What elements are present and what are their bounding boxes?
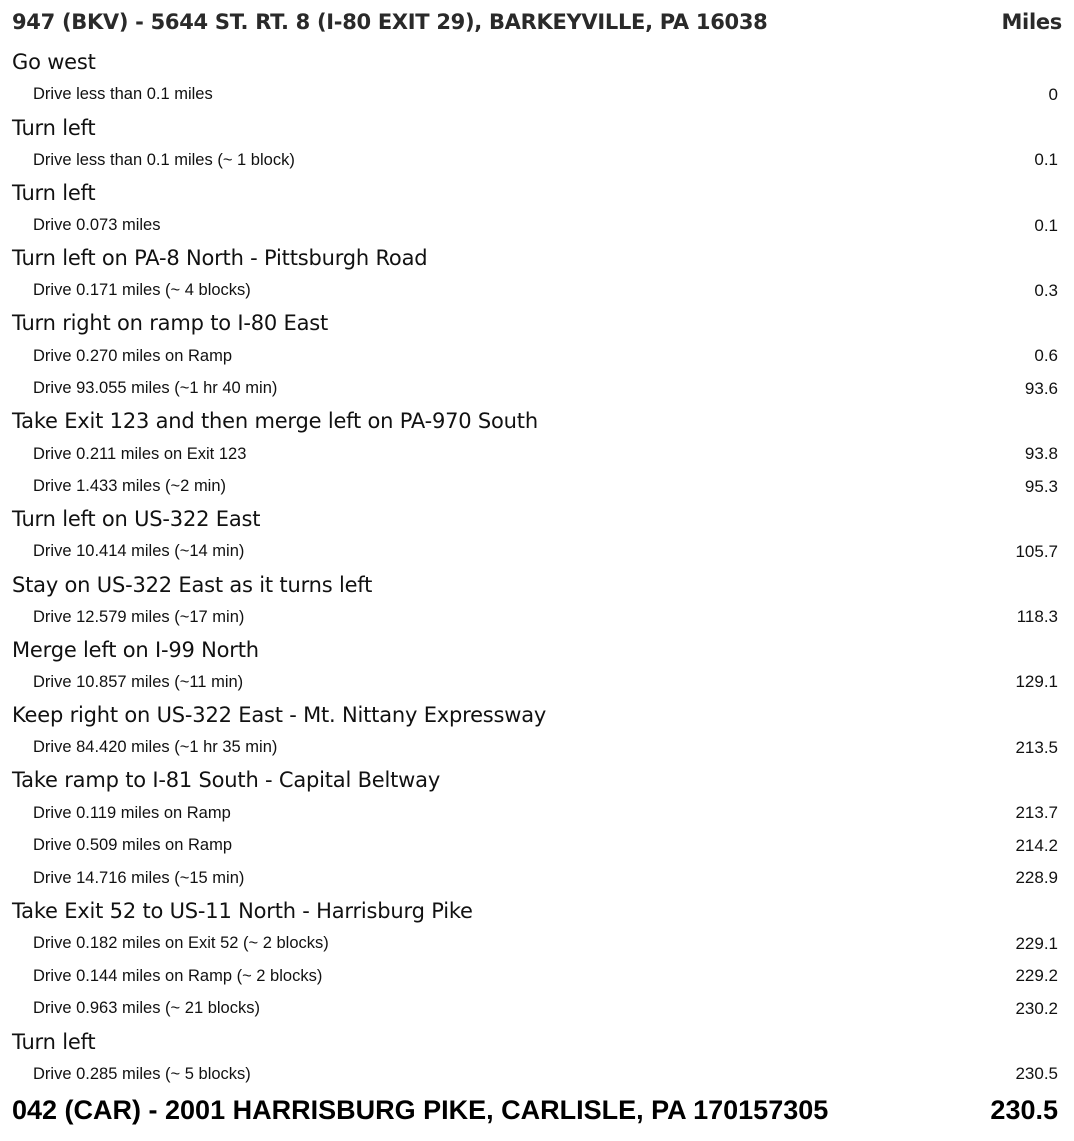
cumulative-miles: 95.3 [1024,476,1058,496]
drive-description: Drive 0.171 miles (~ 4 blocks) [33,281,251,300]
drive-description: Drive 0.509 miles on Ramp [33,836,232,855]
step-instruction: Turn right on ramp to I-80 East [12,311,329,336]
cumulative-miles: 118.3 [1016,607,1058,627]
drive-segment [0,797,1074,830]
cumulative-miles: 213.5 [1015,737,1058,757]
direction-step [0,764,1074,797]
drive-segment [0,340,1074,373]
drive-segment [0,829,1074,862]
direction-step [0,177,1074,210]
step-instruction: Turn left [12,1029,96,1054]
drive-description: Drive 0.073 miles [33,216,161,235]
step-instruction: Turn left on US-322 East [12,507,261,532]
step-instruction: Keep right on US-322 East - Mt. Nittany Expressway [12,703,547,728]
step-instruction: Turn left [12,115,96,140]
step-instruction: Turn left on PA-8 North - Pittsburgh Road [12,246,428,271]
drive-description: Drive 10.857 miles (~11 min) [33,672,244,691]
drive-segment [0,993,1074,1026]
direction-step [0,699,1074,732]
cumulative-miles: 93.6 [1024,378,1058,398]
drive-segment [0,731,1074,764]
direction-step [0,503,1074,536]
drive-segment [0,862,1074,895]
drive-description: Drive less than 0.1 miles [33,85,213,104]
step-instruction: Turn left [12,180,96,205]
cumulative-miles: 0 [1048,84,1058,104]
cumulative-miles: 0.1 [1034,150,1058,170]
drive-segment [0,470,1074,503]
drive-segment [0,927,1074,960]
drive-segment [0,209,1074,242]
direction-step [0,568,1074,601]
direction-step [0,895,1074,928]
drive-description: Drive 12.579 miles (~17 min) [33,607,245,626]
drive-segment [0,1058,1074,1091]
directions-list [0,46,1074,1091]
drive-description: Drive 1.433 miles (~2 min) [33,477,227,496]
cumulative-miles: 230.2 [1015,998,1058,1018]
drive-segment [0,438,1074,471]
step-instruction: Take Exit 123 and then merge left on PA-970 South [12,409,538,434]
direction-step [0,405,1074,438]
drive-segment [0,144,1074,177]
cumulative-miles: 229.2 [1015,966,1058,986]
direction-step [0,242,1074,275]
cumulative-miles: 213.7 [1015,803,1058,823]
destination-address: 042 (CAR) - 2001 HARRISBURG PIKE, CARLISLE, PA 170157305 [12,1094,829,1125]
drive-description: Drive 0.963 miles (~ 21 blocks) [33,999,260,1018]
cumulative-miles: 228.9 [1015,868,1058,888]
drive-description: Drive 0.182 miles on Exit 52 (~ 2 blocks) [33,934,329,953]
step-instruction: Take ramp to I-81 South - Capital Beltway [12,768,441,793]
cumulative-miles: 0.3 [1034,280,1058,300]
cumulative-miles: 0.1 [1034,215,1058,235]
cumulative-miles: 93.8 [1024,444,1058,463]
drive-description: Drive 93.055 miles (~1 hr 40 min) [33,379,278,398]
step-instruction: Take Exit 52 to US-11 North - Harrisburg Pike [12,898,473,923]
origin-header [12,2,1062,42]
step-instruction: Go west [12,50,96,75]
drive-description: Drive 0.144 miles on Ramp (~ 2 blocks) [33,966,323,985]
drive-segment [0,79,1074,112]
total-miles: 230.5 [990,1094,1058,1125]
cumulative-miles: 214.2 [1015,835,1058,855]
drive-description: Drive 0.211 miles on Exit 123 [33,444,247,463]
drive-segment [0,601,1074,634]
direction-step [0,634,1074,667]
miles-column-header: Miles [1001,10,1062,34]
destination-footer [12,1092,1058,1128]
drive-description: Drive 0.285 miles (~ 5 blocks) [33,1064,251,1083]
drive-segment [0,666,1074,699]
step-instruction: Merge left on I-99 North [12,637,259,662]
cumulative-miles: 229.1 [1015,933,1058,953]
cumulative-miles: 105.7 [1015,541,1058,561]
cumulative-miles: 230.5 [1015,1064,1058,1084]
drive-segment [0,960,1074,993]
drive-segment [0,274,1074,307]
drive-description: Drive less than 0.1 miles (~ 1 block) [33,150,295,169]
origin-address: 947 (BKV) - 5644 ST. RT. 8 (I-80 EXIT 29), BARKEYVILLE, PA 16038 [12,10,768,34]
cumulative-miles: 0.6 [1034,346,1058,366]
drive-description: Drive 10.414 miles (~14 min) [33,542,245,561]
drive-description: Drive 14.716 miles (~15 min) [33,868,245,887]
direction-step [0,46,1074,79]
drive-segment [0,536,1074,569]
step-instruction: Stay on US-322 East as it turns left [12,572,373,597]
direction-step [0,307,1074,340]
cumulative-miles: 129.1 [1015,672,1058,692]
direction-step [0,1025,1074,1058]
drive-description: Drive 84.420 miles (~1 hr 35 min) [33,738,278,757]
drive-description: Drive 0.270 miles on Ramp [33,346,232,365]
drive-segment [0,372,1074,405]
drive-description: Drive 0.119 miles on Ramp [33,803,231,822]
direction-step [0,111,1074,144]
